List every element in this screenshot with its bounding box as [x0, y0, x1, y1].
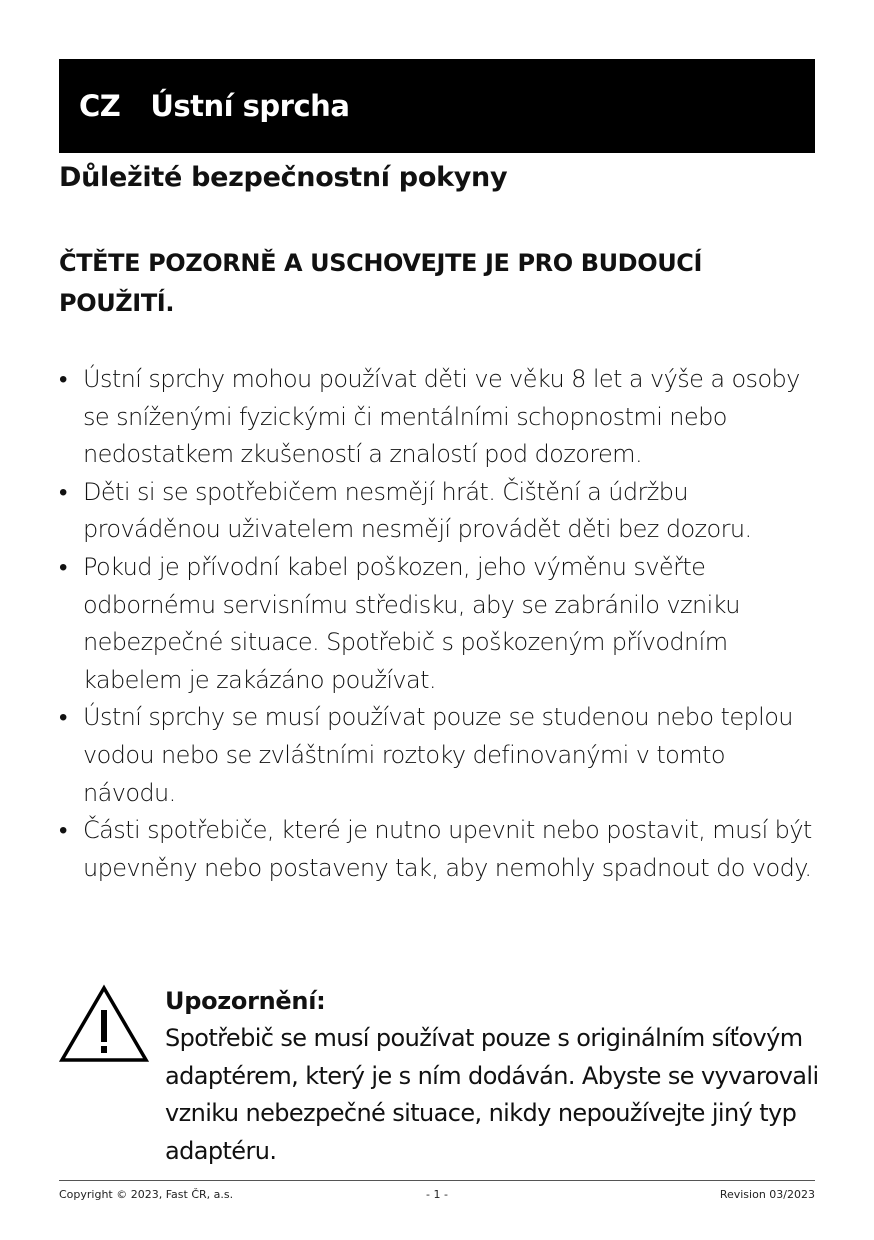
- list-item-text: Pokud je přívodní kabel poškozen, jeho výměnu svěřte odbornému servisnímu středisku, aby se zabránilo vzniku nebezpečné situace. Spotřebič s poškozeným přívodním kabelem je zakázáno používat.: [83, 552, 740, 694]
- document-title: Ústní sprcha: [150, 89, 350, 123]
- warning-title: Upozornění:: [165, 987, 326, 1015]
- header-bar: [59, 59, 815, 153]
- list-item-text: Ústní sprchy mohou používat děti ve věku 8 let a výše a osoby se sníženými fyzickými či mentálními schopnostmi nebo nedostatkem zkušeností a znalostí pod dozorem.: [83, 365, 800, 469]
- footer-copyright: Copyright © 2023, Fast ČR, a.s.: [59, 1188, 234, 1201]
- list-item-text: Ústní sprchy se musí používat pouze se studenou nebo teplou vodou nebo se zvláštními roztoky definovanými v tomto návodu.: [83, 703, 793, 807]
- bullet-icon: •: [59, 552, 67, 581]
- list-item-text: Děti si se spotřebičem nesmějí hrát. Čištění a údržbu prováděnou uživatelem nesmějí provádět děti bez dozoru.: [83, 477, 752, 544]
- bullet-icon: •: [59, 816, 67, 845]
- footer-revision: Revision 03/2023: [719, 1188, 815, 1201]
- section-heading: Důležité bezpečnostní pokyny: [59, 162, 508, 193]
- warning-block: [165, 983, 825, 1170]
- language-code: CZ: [79, 89, 121, 123]
- warning-triangle-icon: [59, 984, 149, 1064]
- warning-text: Spotřebič se musí používat pouze s originálním síťovým adaptérem, který je s ním dodáván. Abyste se vyvarovali vzniku nebezpečné situace, nikdy nepoužívejte jiný typ adaptéru.: [165, 1024, 819, 1165]
- list-item: [59, 699, 819, 812]
- bullet-icon: •: [59, 477, 67, 506]
- read-carefully-notice: ČTĚTE POZORNĚ A USCHOVEJTE JE PRO BUDOUCÍ POUŽITÍ.: [59, 249, 703, 317]
- list-item: [59, 474, 819, 549]
- list-item: [59, 361, 819, 474]
- list-item: [59, 549, 819, 699]
- safety-instructions-list: [59, 361, 819, 887]
- list-item: [59, 812, 819, 887]
- bullet-icon: •: [59, 703, 67, 732]
- bullet-icon: •: [59, 365, 67, 393]
- footer-page-number: - 1 -: [426, 1188, 448, 1201]
- footer-divider: [59, 1180, 815, 1181]
- list-item-text: Části spotřebiče, které je nutno upevnit nebo postavit, musí být upevněny nebo postaveny tak, aby nemohly spadnout do vody.: [83, 816, 812, 882]
